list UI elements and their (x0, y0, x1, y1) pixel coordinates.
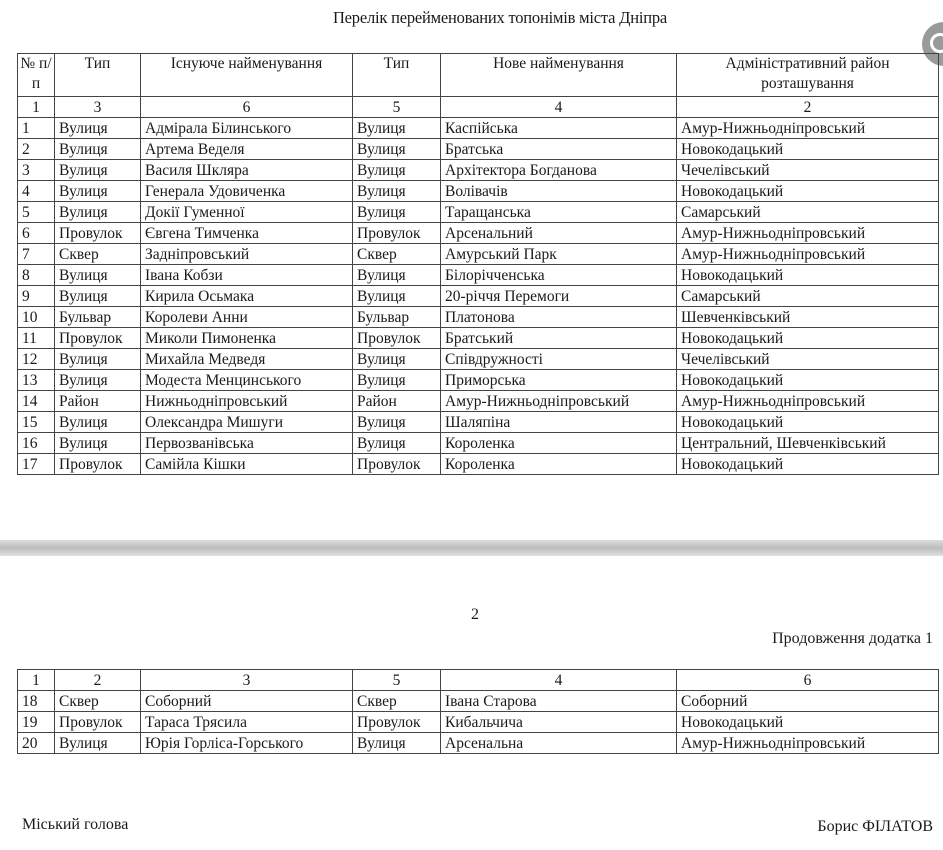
table-row (18, 286, 939, 307)
renamed-toponyms-table-continued (17, 669, 939, 754)
district: Амур-Нижньодніпровський (677, 118, 939, 139)
district: Новокодацький (677, 370, 939, 391)
table-row (18, 181, 939, 202)
old-type: Вулиця (55, 733, 141, 754)
new-name: Волівачів (441, 181, 677, 202)
existing-name: Юрія Горліса-Горського (141, 733, 353, 754)
new-type: Вулиця (353, 160, 441, 181)
row-number: 5 (18, 202, 55, 223)
row-number: 19 (18, 712, 55, 733)
existing-name: Нижньодніпровський (141, 391, 353, 412)
district: Новокодацький (677, 265, 939, 286)
existing-name: Олександра Мишуги (141, 412, 353, 433)
colnum: 3 (55, 97, 141, 118)
new-type: Район (353, 391, 441, 412)
new-type: Бульвар (353, 307, 441, 328)
table-row (18, 202, 939, 223)
table-row (18, 160, 939, 181)
new-name: Короленка (441, 454, 677, 475)
new-type: Провулок (353, 328, 441, 349)
table-row (18, 328, 939, 349)
new-name: Кибальчича (441, 712, 677, 733)
district: Чечелівський (677, 160, 939, 181)
district: Чечелівський (677, 349, 939, 370)
old-type: Вулиця (55, 202, 141, 223)
existing-name: Миколи Пимоненка (141, 328, 353, 349)
old-type: Вулиця (55, 118, 141, 139)
signature-name: Борис ФІЛАТОВ (817, 818, 933, 835)
new-type: Сквер (353, 691, 441, 712)
old-type: Сквер (55, 691, 141, 712)
colnum: 1 (18, 670, 55, 691)
existing-name: Кирила Осьмака (141, 286, 353, 307)
existing-name: Докії Гуменної (141, 202, 353, 223)
page-number: 2 (471, 606, 479, 623)
header-type-old: Тип (55, 54, 141, 97)
colnum: 6 (677, 670, 939, 691)
colnum: 4 (441, 97, 677, 118)
new-name: Приморська (441, 370, 677, 391)
existing-name: Самійла Кішки (141, 454, 353, 475)
existing-name: Генерала Удовиченка (141, 181, 353, 202)
header-new-name: Нове найменування (441, 54, 677, 97)
header-district: Адміністративний район розташування (677, 54, 939, 97)
existing-name: Євгена Тимченка (141, 223, 353, 244)
old-type: Вулиця (55, 370, 141, 391)
new-name: Братський (441, 328, 677, 349)
row-number: 13 (18, 370, 55, 391)
old-type: Район (55, 391, 141, 412)
existing-name: Артема Веделя (141, 139, 353, 160)
new-name: Амур-Нижньодніпровський (441, 391, 677, 412)
existing-name: Михайла Медведя (141, 349, 353, 370)
table-row (18, 307, 939, 328)
new-type: Вулиця (353, 370, 441, 391)
new-type: Вулиця (353, 733, 441, 754)
new-name: Амурський Парк (441, 244, 677, 265)
new-type: Провулок (353, 454, 441, 475)
existing-name: Адмірала Білинського (141, 118, 353, 139)
new-name: Білорічченська (441, 265, 677, 286)
row-number: 18 (18, 691, 55, 712)
colnum: 6 (141, 97, 353, 118)
row-number: 12 (18, 349, 55, 370)
district: Самарський (677, 286, 939, 307)
district: Новокодацький (677, 181, 939, 202)
row-number: 11 (18, 328, 55, 349)
row-number: 3 (18, 160, 55, 181)
new-name: Івана Старова (441, 691, 677, 712)
district: Амур-Нижньодніпровський (677, 391, 939, 412)
table-row (18, 118, 939, 139)
table-row (18, 454, 939, 475)
district: Новокодацький (677, 328, 939, 349)
renamed-toponyms-table (17, 53, 939, 475)
table-row (18, 391, 939, 412)
table-row (18, 712, 939, 733)
district: Амур-Нижньодніпровський (677, 244, 939, 265)
new-name: Братська (441, 139, 677, 160)
existing-name: Королеви Анни (141, 307, 353, 328)
new-type: Вулиця (353, 412, 441, 433)
table-row (18, 265, 939, 286)
new-type: Вулиця (353, 139, 441, 160)
colnum: 3 (141, 670, 353, 691)
existing-name: Івана Кобзи (141, 265, 353, 286)
new-name: Каспійська (441, 118, 677, 139)
table-row (18, 370, 939, 391)
header-num: № п/п (18, 54, 55, 97)
district: Шевченківський (677, 307, 939, 328)
district: Новокодацький (677, 412, 939, 433)
table-row (18, 244, 939, 265)
existing-name: Василя Шкляра (141, 160, 353, 181)
page-separator (0, 540, 943, 556)
row-number: 15 (18, 412, 55, 433)
row-number: 10 (18, 307, 55, 328)
colnum: 5 (353, 670, 441, 691)
new-name: Арсенальний (441, 223, 677, 244)
existing-name: Соборний (141, 691, 353, 712)
old-type: Сквер (55, 244, 141, 265)
district: Соборний (677, 691, 939, 712)
row-number: 2 (18, 139, 55, 160)
old-type: Провулок (55, 328, 141, 349)
new-type: Провулок (353, 223, 441, 244)
new-name: Архітектора Богданова (441, 160, 677, 181)
old-type: Вулиця (55, 160, 141, 181)
table-header-row (18, 54, 939, 97)
existing-name: Первозванівська (141, 433, 353, 454)
old-type: Вулиця (55, 433, 141, 454)
row-number: 17 (18, 454, 55, 475)
old-type: Провулок (55, 712, 141, 733)
district: Амур-Нижньодніпровський (677, 733, 939, 754)
district: Новокодацький (677, 712, 939, 733)
row-number: 8 (18, 265, 55, 286)
existing-name: Задніпровський (141, 244, 353, 265)
old-type: Провулок (55, 223, 141, 244)
district: Амур-Нижньодніпровський (677, 223, 939, 244)
table-row (18, 733, 939, 754)
old-type: Вулиця (55, 286, 141, 307)
table-row (18, 691, 939, 712)
district: Новокодацький (677, 139, 939, 160)
colnum: 2 (677, 97, 939, 118)
new-name: 20-річчя Перемоги (441, 286, 677, 307)
new-type: Вулиця (353, 202, 441, 223)
new-type: Вулиця (353, 181, 441, 202)
row-number: 20 (18, 733, 55, 754)
table-row (18, 223, 939, 244)
existing-name: Тараса Трясила (141, 712, 353, 733)
new-name: Короленка (441, 433, 677, 454)
header-existing-name: Існуюче найменування (141, 54, 353, 97)
row-number: 16 (18, 433, 55, 454)
row-number: 14 (18, 391, 55, 412)
row-number: 6 (18, 223, 55, 244)
header-type-new: Тип (353, 54, 441, 97)
old-type: Вулиця (55, 412, 141, 433)
old-type: Провулок (55, 454, 141, 475)
new-type: Вулиця (353, 265, 441, 286)
row-number: 9 (18, 286, 55, 307)
new-type: Провулок (353, 712, 441, 733)
table-row (18, 139, 939, 160)
old-type: Вулиця (55, 349, 141, 370)
page-title: Перелік перейменованих топонімів міста Дніпра (332, 8, 668, 27)
row-number: 1 (18, 118, 55, 139)
table-row (18, 412, 939, 433)
new-name: Таращанська (441, 202, 677, 223)
table-row (18, 433, 939, 454)
new-name: Співдружності (441, 349, 677, 370)
district: Новокодацький (677, 454, 939, 475)
row-number: 4 (18, 181, 55, 202)
district: Самарський (677, 202, 939, 223)
continuation-label: Продовження додатка 1 (772, 630, 933, 647)
old-type: Бульвар (55, 307, 141, 328)
district: Центральний, Шевченківський (677, 433, 939, 454)
colnum: 4 (441, 670, 677, 691)
old-type: Вулиця (55, 265, 141, 286)
new-name: Арсенальна (441, 733, 677, 754)
new-type: Вулиця (353, 433, 441, 454)
colnum: 2 (55, 670, 141, 691)
colnum: 1 (18, 97, 55, 118)
row-number: 7 (18, 244, 55, 265)
new-type: Вулиця (353, 349, 441, 370)
new-name: Платонова (441, 307, 677, 328)
table-row (18, 349, 939, 370)
old-type: Вулиця (55, 181, 141, 202)
column-number-row (18, 670, 939, 691)
existing-name: Модеста Менцинського (141, 370, 353, 391)
old-type: Вулиця (55, 139, 141, 160)
new-type: Сквер (353, 244, 441, 265)
colnum: 5 (353, 97, 441, 118)
signature-position: Міський голова (22, 816, 129, 833)
new-type: Вулиця (353, 118, 441, 139)
new-type: Вулиця (353, 286, 441, 307)
new-name: Шаляпіна (441, 412, 677, 433)
column-number-row (18, 97, 939, 118)
